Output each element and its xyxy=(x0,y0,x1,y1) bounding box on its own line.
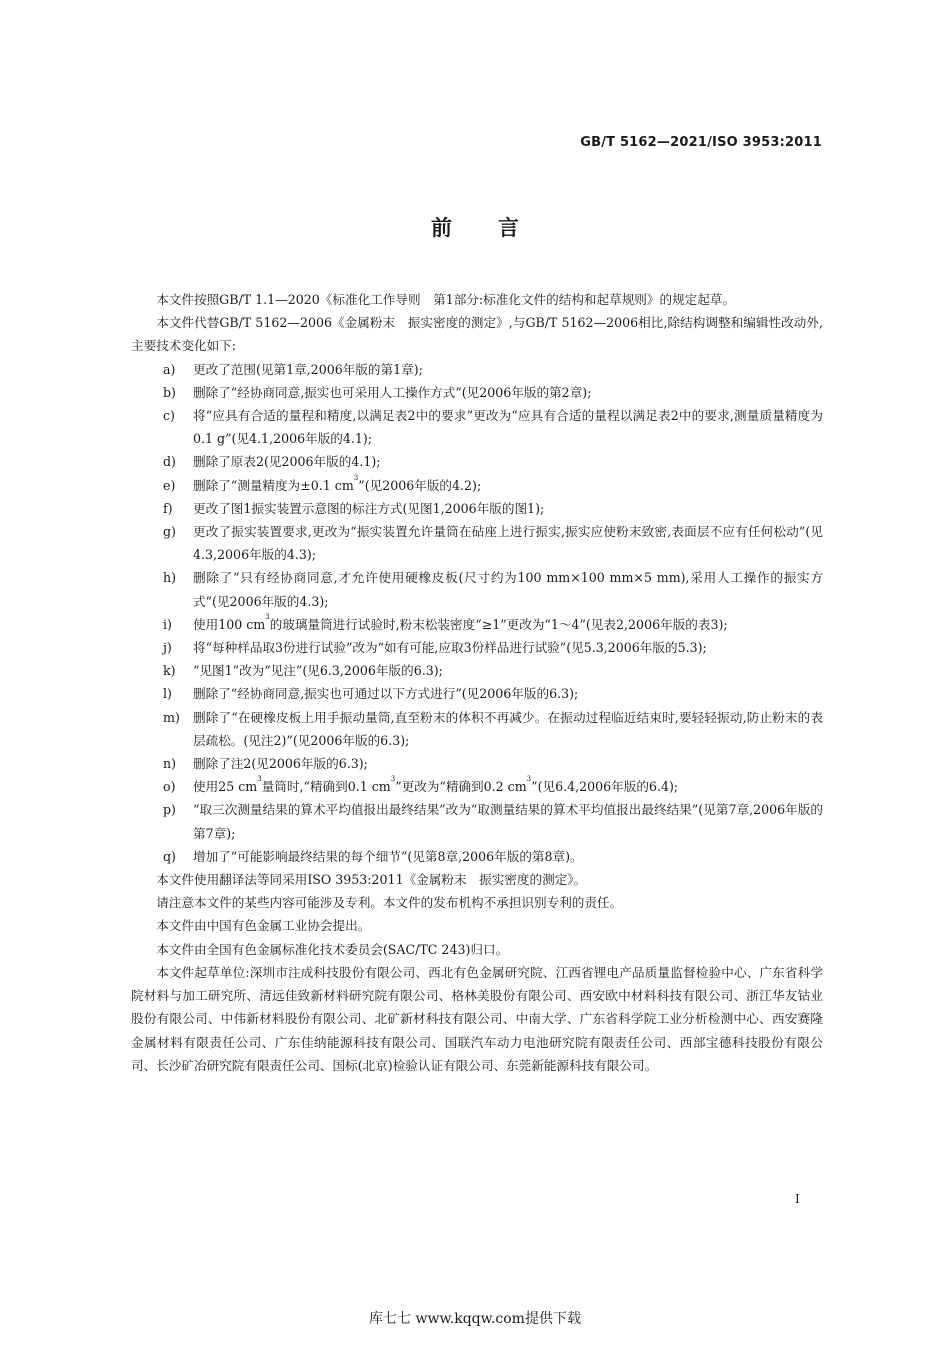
list-text: ”更改为“精确到0.2 cm xyxy=(395,779,527,795)
list-item xyxy=(131,381,823,404)
list-text: 增加了“可能影响最终结果的每个细节”(见第8章,2006年版的第8章)。 xyxy=(193,848,583,864)
list-item xyxy=(131,404,823,450)
list-label: q) xyxy=(163,848,176,864)
list-text: 更改了范围(见第1章,2006年版的第1章); xyxy=(193,361,423,377)
superscript: 3 xyxy=(390,775,396,784)
list-label: o) xyxy=(163,779,176,795)
list-label: i) xyxy=(163,616,172,632)
list-text: 删除了注2(见2006年版的6.3); xyxy=(193,756,368,772)
list-text: 使用100 cm xyxy=(193,616,266,632)
paragraph: 本文件按照GB/T 1.1—2020《标准化工作导则 第1部分:标准化文件的结构和起草规则》的规定起草。 xyxy=(156,292,736,307)
list-item xyxy=(131,613,823,636)
list-label: f) xyxy=(163,500,173,516)
list-label: n) xyxy=(163,756,177,772)
list-text: 删除了“只有经协商同意,才允许使用硬橡皮板(尺寸约为100 mm×100 mm×5 mm),采用人工操作的振实方式”(见2006年版的4.3); xyxy=(193,570,823,609)
list-item xyxy=(131,775,823,798)
list-label: c) xyxy=(163,408,175,424)
superscript: 3 xyxy=(526,775,532,784)
list-item xyxy=(131,845,823,868)
list-item xyxy=(131,636,823,659)
list-text: ”(见6.4,2006年版的6.4); xyxy=(531,779,679,795)
list-text: 将“每种样品取3份进行试验”改为“如有可能,应取3份样品进行试验”(见5.3,2006年版的5.3); xyxy=(193,640,707,656)
list-item xyxy=(131,450,823,473)
footer-watermark: 库七七 www.kqqw.com提供下载 xyxy=(369,1311,581,1327)
standard-code: GB/T 5162—2021/ISO 3953:2011 xyxy=(580,135,822,150)
list-text: 删除了“测量精度为±0.1 cm xyxy=(193,477,354,493)
list-item xyxy=(131,497,823,520)
list-text: 删除了“经协商同意,振实也可通过以下方式进行”(见2006年版的6.3); xyxy=(193,686,579,702)
list-text: “取三次测量结果的算术平均值报出最终结果”改为“取测量结果的算术平均值报出最终结果”(见第7章,2006年版的第7章); xyxy=(193,802,823,841)
list-item xyxy=(131,706,823,752)
paragraph: 本文件使用翻译法等同采用ISO 3953:2011《金属粉末 振实密度的测定》。 xyxy=(156,872,587,888)
list-item xyxy=(131,520,823,566)
list-item xyxy=(131,752,823,775)
page-number: I xyxy=(795,1192,800,1206)
list-label: b) xyxy=(163,384,176,400)
list-text: 删除了原表2(见2006年版的4.1); xyxy=(193,454,381,470)
list-text: ”(见2006年版的4.2); xyxy=(358,477,482,493)
change-list xyxy=(131,358,823,868)
list-label: h) xyxy=(163,570,177,586)
list-label: j) xyxy=(163,640,172,656)
list-text: 删除了“在硬橡皮板上用手振动量筒,直至粉末的体积不再减少。在振动过程临近结束时,要轻轻振动,防止粉末的表层疏松。(见注2)”(见2006年版的6.3); xyxy=(193,709,823,748)
list-text: “见图1”改为“见注”(见6.3,2006年版的6.3); xyxy=(193,663,443,679)
list-label: k) xyxy=(163,663,176,679)
list-text: 使用25 cm xyxy=(193,779,258,795)
list-item xyxy=(131,682,823,705)
list-text: 将“应具有合适的量程和精度,以满足表2中的要求”更改为“应具有合适的量程以满足表2中的要求,测量质量精度为0.1 g”(见4.1,2006年版的4.1); xyxy=(193,408,823,447)
list-label: e) xyxy=(163,477,176,493)
list-label: g) xyxy=(163,524,176,540)
superscript: 3 xyxy=(353,473,359,482)
list-text: 删除了“经协商同意,振实也可采用人工操作方式”(见2006年版的第2章); xyxy=(193,384,592,400)
list-item xyxy=(131,474,823,497)
page-title: 前言 xyxy=(431,216,565,240)
list-label: a) xyxy=(163,361,176,377)
paragraph: 本文件由中国有色金属工业协会提出。 xyxy=(156,918,371,934)
paragraph: 请注意本文件的某些内容可能涉及专利。本文件的发布机构不承担识别专利的责任。 xyxy=(156,895,623,911)
document-body xyxy=(131,288,823,1077)
paragraph: 本文件起草单位:深圳市注成科技股份有限公司、西北有色金属研究院、江西省锂电产品质量监督检验中心、广东省科学院材料与加工研究所、清远佳致新材料研究院有限公司、格林美股份有限公司、西安欧中材料科技有限公司、浙江华友钴业股份有限公司、中伟新材料股份有限公司、北矿新材科技有限公司、中南大学、广东省科学院工业分析检测中心、西安赛隆金属材料有限责任公司、广东佳纳能源科技有限公司、国联汽车动力电池研究院有限责任公司、西部宝德科技股份有限公司、长沙矿冶研究院有限责任公司、国标(北京)检验认证有限公司、东莞新能源科技有限公司。 xyxy=(131,964,823,1073)
list-text: 的玻璃量筒进行试验时,粉末松装密度“≥1”更改为“1～4”(见表2,2006年版的表3); xyxy=(269,616,728,632)
list-item xyxy=(131,798,823,844)
superscript: 3 xyxy=(257,775,262,784)
superscript: 3 xyxy=(265,612,270,621)
list-item xyxy=(131,566,823,612)
list-text: 更改了图1振实装置示意图的标注方式(见图1,2006年版的图1); xyxy=(193,500,545,516)
paragraph: 本文件由全国有色金属标准化技术委员会(SAC/TC 243)归口。 xyxy=(156,941,509,957)
list-label: l) xyxy=(163,686,172,702)
list-label: m) xyxy=(163,709,180,725)
list-text: 更改了振实装置要求,更改为“振实装置允许量筒在砧座上进行振实,振实应使粉末致密,表面层不应有任何松动”(见4.3,2006年版的4.3); xyxy=(193,524,823,563)
paragraph: 本文件代替GB/T 5162—2006《金属粉末 振实密度的测定》,与GB/T 5162—2006相比,除结构调整和编辑性改动外,主要技术变化如下: xyxy=(131,315,823,354)
list-text: 量筒时,“精确到0.1 cm xyxy=(261,779,391,795)
list-label: d) xyxy=(163,454,176,470)
list-item xyxy=(131,659,823,682)
list-item xyxy=(131,358,823,381)
list-label: p) xyxy=(163,802,176,818)
